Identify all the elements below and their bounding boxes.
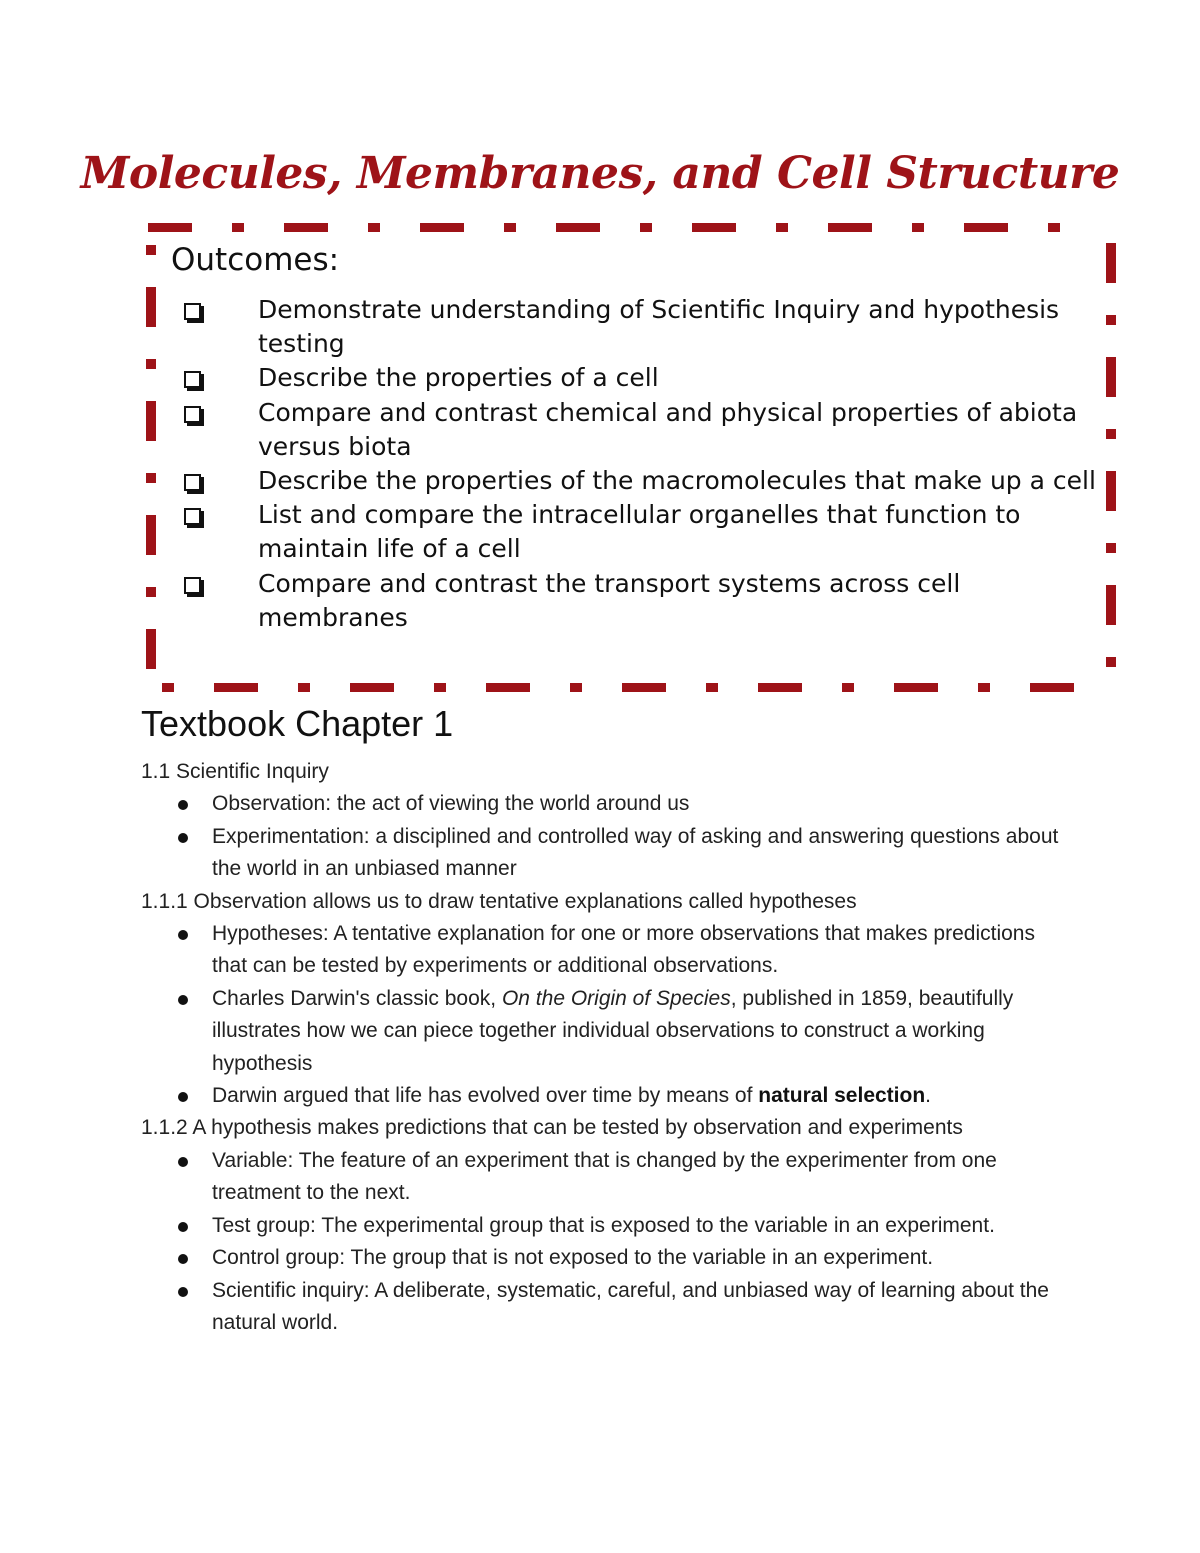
bullet-icon (178, 995, 188, 1005)
bullet-item (141, 1080, 1061, 1112)
bullet-text: , published in 1859, beautifully illustrates how we can piece together individual observations to construct a working hypothesis (212, 986, 1014, 1075)
border-dash (368, 223, 380, 232)
outcome-item (140, 293, 1130, 361)
bullet-item (141, 1242, 1061, 1274)
document-title: Molecules, Membranes, and Cell Structure (80, 148, 1120, 199)
border-dash (420, 223, 464, 232)
bullet-icon (178, 1254, 188, 1264)
checkbox-icon (184, 577, 201, 594)
border-dash (894, 683, 938, 692)
bullet-text: Variable: The feature of an experiment that is changed by the experimenter from one treatment to the next. (212, 1148, 997, 1205)
border-dash (692, 223, 736, 232)
checkbox-icon (184, 474, 201, 491)
border-dash (706, 683, 718, 692)
bullet-text: Control group: The group that is not exposed to the variable in an experiment. (212, 1246, 934, 1270)
border-dash (1030, 683, 1074, 692)
bullet-text: Scientific inquiry: A deliberate, systematic, careful, and unbiased way of learning about the natural world. (212, 1278, 1049, 1334)
checkbox-icon (184, 508, 201, 525)
bullet-item (141, 1275, 1061, 1340)
border-dash (776, 223, 788, 232)
border-dash (504, 223, 516, 232)
border-dash (622, 683, 666, 692)
bullet-list (141, 918, 1061, 1112)
bullet-text: Test group: The experimental group that is exposed to the variable in an experiment. (212, 1213, 995, 1237)
bullet-item (141, 1145, 1061, 1210)
outcome-item (140, 396, 1130, 464)
border-dash (640, 223, 652, 232)
bullet-text: Hypotheses: A tentative explanation for one or more observations that makes predictions that can be tested by experiments or additional observations. (212, 922, 1035, 978)
outcome-list (140, 293, 1130, 635)
outcomes-heading: Outcomes: (171, 242, 340, 278)
bullet-icon (178, 1157, 188, 1167)
border-dash (350, 683, 394, 692)
border-dash (842, 683, 854, 692)
bullet-text: . (925, 1084, 932, 1108)
border-dash (214, 683, 258, 692)
border-dash (978, 683, 990, 692)
bullet-icon (178, 1092, 188, 1102)
outcome-item (140, 498, 1130, 566)
border-dash (556, 223, 600, 232)
checkbox-icon (184, 371, 201, 388)
chapter-heading: Textbook Chapter 1 (141, 703, 454, 744)
bullet-item (141, 1210, 1061, 1242)
border-dash (284, 223, 328, 232)
outcomes-box (140, 215, 1130, 701)
key-term: natural selection (758, 1084, 926, 1108)
section-title: 1.1.2 A hypothesis makes predictions that can be tested by observation and experiments (141, 1116, 963, 1140)
checkbox-icon (184, 303, 201, 320)
border-dash (162, 683, 174, 692)
border-dash (1048, 223, 1060, 232)
border-dash (434, 683, 446, 692)
bullet-item (141, 983, 1061, 1080)
border-dash (758, 683, 802, 692)
border-dash (298, 683, 310, 692)
bullet-text: Darwin argued that life has evolved over time by means of (212, 1084, 759, 1108)
outcome-text: Demonstrate understanding of Scientific Inquiry and hypothesis testing (258, 295, 1060, 359)
bullet-list (141, 788, 1061, 885)
section-title: 1.1.1 Observation allows us to draw tentative explanations called hypotheses (141, 889, 857, 913)
bullet-item (141, 918, 1061, 983)
bullet-icon (178, 930, 188, 940)
bullet-icon (178, 800, 188, 810)
book-title: On the Origin of Species (501, 986, 731, 1010)
section-title: 1.1 Scientific Inquiry (141, 760, 329, 783)
outcome-item (140, 361, 1130, 395)
checkbox-icon (184, 406, 201, 423)
outcome-item (140, 464, 1130, 498)
bullet-item (141, 788, 1061, 820)
bullet-icon (178, 1222, 188, 1232)
outcome-text: Compare and contrast the transport systems across cell membranes (258, 568, 961, 632)
bullet-text: Experimentation: a disciplined and controlled way of asking and answering questions about the world in an unbiased manner (212, 824, 1059, 881)
bullet-list (141, 1145, 1061, 1339)
border-dash (1106, 657, 1116, 667)
outcome-text: Compare and contrast chemical and physical properties of abiota versus biota (258, 397, 1078, 461)
border-dash (148, 223, 192, 232)
bullet-item (141, 821, 1061, 886)
border-dash (912, 223, 924, 232)
border-dash (1106, 243, 1116, 283)
outcome-text: Describe the properties of the macromolecules that make up a cell (258, 466, 1096, 496)
bullet-text: Charles Darwin's classic book, (212, 986, 502, 1010)
outcome-text: List and compare the intracellular organelles that function to maintain life of a cell (258, 500, 1021, 564)
bullet-text: Observation: the act of viewing the world around us (212, 792, 690, 816)
border-dash (570, 683, 582, 692)
bullet-icon (178, 833, 188, 843)
chapter-content (141, 700, 1061, 1339)
outcome-text: Describe the properties of a cell (258, 363, 659, 393)
border-dash (964, 223, 1008, 232)
border-dash (486, 683, 530, 692)
bullet-icon (178, 1287, 188, 1297)
border-dash (828, 223, 872, 232)
outcome-item (140, 567, 1130, 635)
border-dash (146, 245, 156, 255)
border-dash (232, 223, 244, 232)
